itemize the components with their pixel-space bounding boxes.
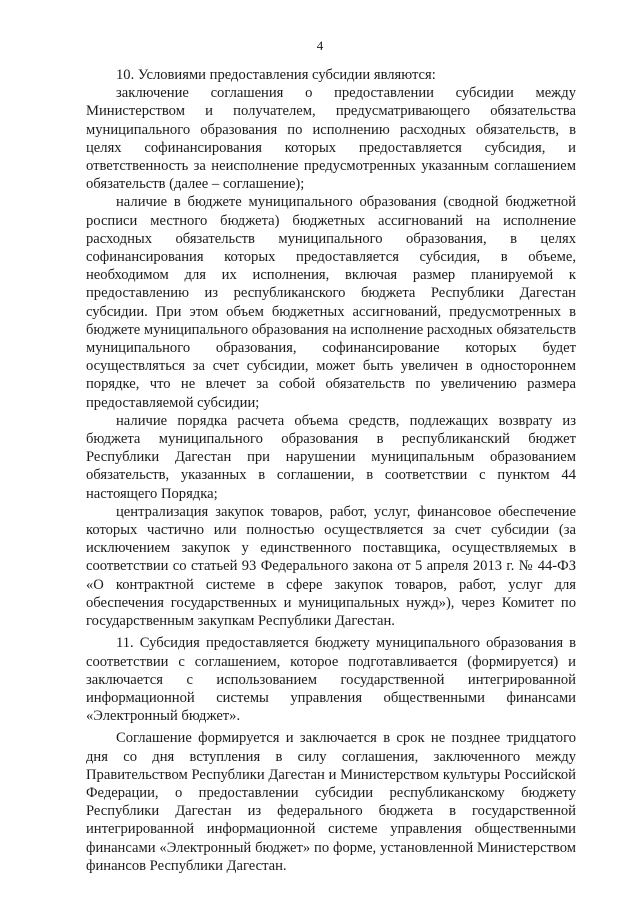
paragraph-conditions-heading: 10. Условиями предоставления субсидии являются: — [116, 67, 436, 83]
paragraph-procurement-centralization: централизация закупок товаров, работ, услуг, финансовое обеспечение которых частично или полностью осуществляется за счет субсидии (за исключением закупок у единственного поставщика, осуществляемых в соответствии со статьей 93 Федерального закона от 5 апреля 2013 г. № 44-ФЗ «О контрактной системе в сфере закупок товаров, работ, услуг для обеспечения государственных и муниципальных нужд»), через Комитет по государственным закупкам Республики Дагестан. — [86, 503, 576, 630]
paragraph-agreement-deadline: Соглашение формируется и заключается в срок не позднее тридцатого дня со дня вступления в силу соглашения, заключенного между Правительством Республики Дагестан и Министерством культуры Российской Федерации, о предоставлении субсидии республиканскому бюджету Республики Дагестан из федерального бюджета в государственной интегрированной информационной системе управления общественными финансами «Электронный бюджет» по форме, установленной Министерством финансов Республики Дагестан. — [86, 730, 576, 874]
document-body — [86, 66, 576, 875]
paragraph-budget-allocation-condition: наличие в бюджете муниципального образования (сводной бюджетной росписи местного бюджета) бюджетных ассигнований на исполнение расходных обязательств муниципального образования, в целях софинансирования которых предоставляется субсидия, в объеме, необходимом для их исполнения, включая размер планируемой к предоставлению из республиканского бюджета Республики Дагестан субсидии. При этом объем бюджетных ассигнований, предусмотренных в бюджете муниципального образования на исполнение расходных обязательств муниципального образования, софинансирование которых будет осуществляться за счет субсидии, может быть увеличен в одностороннем порядке, что не влечет за собой обязательств по увеличению размера предоставляемой субсидии; — [86, 194, 576, 411]
paragraph-agreement-condition: заключение соглашения о предоставлении субсидии между Министерством и получателем, предусматривающего обязательства муниципального образования по исполнению расходных обязательств, в целях софинансирования которых предоставляется субсидия, и ответственность за неисполнение предусмотренных указанным соглашением обязательств (далее – соглашение); — [86, 85, 576, 193]
paragraph-refund-procedure-condition: наличие порядка расчета объема средств, подлежащих возврату из бюджета муниципального образования в республиканский бюджет Республики Дагестан при нарушении муниципальным образованием обязательств, указанных в соглашении, в соответствии с пунктом 44 настоящего Порядка; — [86, 412, 576, 502]
page-number: 4 — [316, 38, 324, 53]
paragraph-section-11: 11. Субсидия предоставляется бюджету муниципального образования в соответствии с соглашением, которое подготавливается (формируется) и заключается с использованием государственной интегрированной информационной системы управления общественными финансами «Электронный бюджет». — [86, 635, 576, 725]
